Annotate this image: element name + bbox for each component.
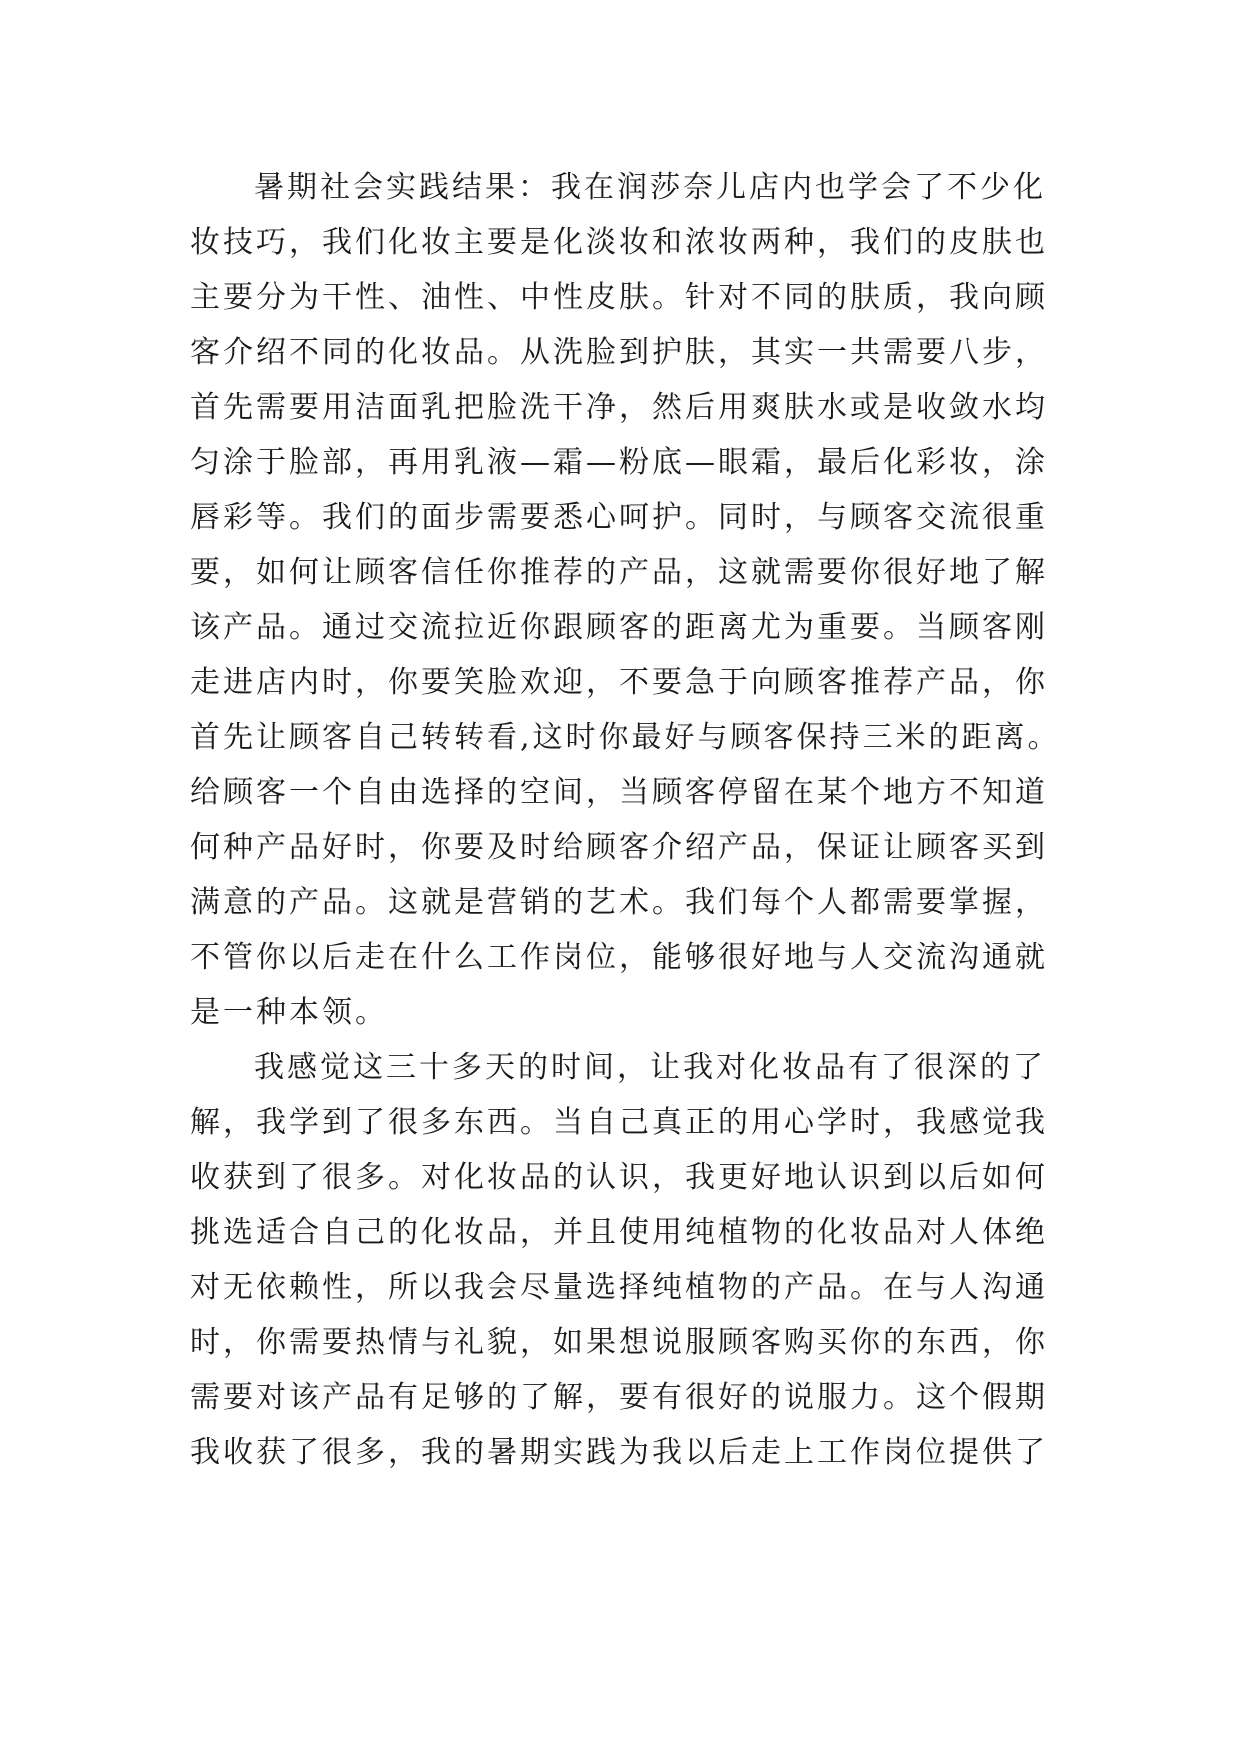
paragraph-1-line: 主要分为干性、油性、中性皮肤。针对不同的肤质，我向顾 [190, 280, 1048, 315]
paragraph-1-line: 不管你以后走在什么工作岗位，能够很好地与人交流沟通就 [190, 940, 1048, 975]
paragraph-1-line: 首先让顾客自己转转看,这时你最好与顾客保持三米的距离。 [190, 720, 1061, 755]
paragraph-1-line: 满意的产品。这就是营销的艺术。我们每个人都需要掌握， [190, 885, 1048, 920]
paragraph-1-line: 该产品。通过交流拉近你跟顾客的距离尤为重要。当顾客刚 [190, 610, 1048, 645]
paragraph-1-line: 走进店内时，你要笑脸欢迎，不要急于向顾客推荐产品，你 [190, 665, 1048, 700]
paragraph-1-line: 妆技巧，我们化妆主要是化淡妆和浓妆两种，我们的皮肤也 [190, 225, 1048, 260]
paragraph-1-line: 唇彩等。我们的面步需要悉心呵护。同时，与顾客交流很重 [190, 500, 1048, 535]
paragraph-1-line: 首先需要用洁面乳把脸洗干净，然后用爽肤水或是收敛水均 [190, 390, 1048, 425]
paragraph-1-line: 客介绍不同的化妆品。从洗脸到护肤，其实一共需要八步， [190, 335, 1048, 370]
paragraph-2-line: 挑选适合自己的化妆品，并且使用纯植物的化妆品对人体绝 [190, 1215, 1048, 1250]
document-body [190, 160, 1061, 1480]
paragraph-2-line: 我感觉这三十多天的时间，让我对化妆品有了很深的了 [254, 1050, 1046, 1085]
paragraph-2-line: 对无依赖性，所以我会尽量选择纯植物的产品。在与人沟通 [190, 1270, 1048, 1305]
paragraph-2-line: 需要对该产品有足够的了解，要有很好的说服力。这个假期 [190, 1380, 1048, 1415]
paragraph-2-line: 时，你需要热情与礼貌，如果想说服顾客购买你的东西，你 [190, 1325, 1048, 1360]
paragraph-2-line: 收获到了很多。对化妆品的认识，我更好地认识到以后如何 [190, 1160, 1048, 1195]
paragraph-2-line: 解，我学到了很多东西。当自己真正的用心学时，我感觉我 [190, 1105, 1048, 1140]
paragraph-1-line: 何种产品好时，你要及时给顾客介绍产品，保证让顾客买到 [190, 830, 1048, 865]
paragraph-1-line: 要，如何让顾客信任你推荐的产品，这就需要你很好地了解 [190, 555, 1048, 590]
paragraph-1-line: 暑期社会实践结果：我在润莎奈儿店内也学会了不少化 [254, 170, 1046, 205]
paragraph-1-line: 匀涂于脸部，再用乳液—霜—粉底—眼霜，最后化彩妆，涂 [190, 445, 1048, 480]
paragraph-1-line: 是一种本领。 [190, 995, 388, 1030]
paragraph-2-line: 我收获了很多，我的暑期实践为我以后走上工作岗位提供了 [190, 1435, 1048, 1470]
paragraph-1-line: 给顾客一个自由选择的空间，当顾客停留在某个地方不知道 [190, 775, 1048, 810]
